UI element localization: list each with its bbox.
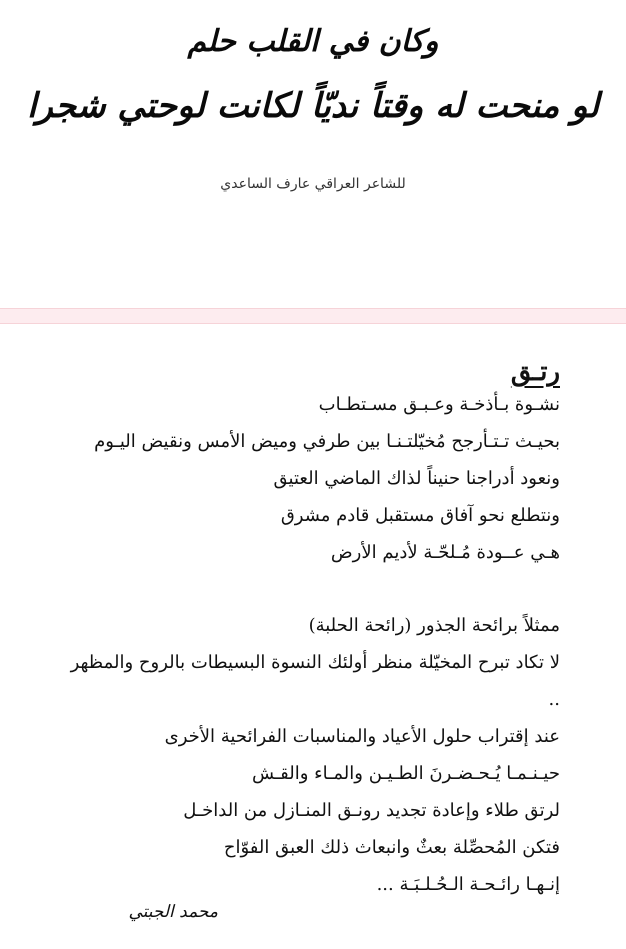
section-divider	[0, 308, 626, 324]
stanza-1	[30, 386, 560, 571]
poet-credit: للشاعر العراقي عارف الساعدي	[220, 176, 406, 192]
poem-line: ممثلاً برائحة الجذور (رائحة الحلبة)	[308, 615, 560, 636]
poem-line: فتكن المُحصِّلة بعثٌ وانبعاث ذلك العبق الفوّاح	[223, 837, 560, 858]
poem-line: لا تكاد تبرح المخيّلة منظر أولئك النسوة البسيطات بالروح والمظهر	[70, 652, 560, 673]
poem-line: ونتطلع نحو آفاق مستقبل قادم مشرق	[280, 505, 560, 526]
stanza-2	[30, 607, 560, 903]
header-panel	[0, 0, 626, 308]
poem-line: نشـوة بـأذخـة وعـبـق مسـتطـاب	[318, 394, 560, 415]
calligraphy-line-1: وكان في القلب حلم	[187, 24, 439, 59]
poem-body	[30, 340, 560, 903]
poem-line: هـي عــودة مُـلحّـة لأديم الأرض	[330, 542, 560, 563]
author-signature: محمد الجبتي	[128, 902, 218, 922]
poem-line: لرتق طلاء وإعادة تجديد رونـق المنـازل من الداخـل	[183, 800, 560, 821]
poem-line: بحيـث تـتـأرجح مُخيّلتـنـا بين طرفي وميض الأمس ونقيض اليـوم	[94, 431, 560, 452]
poem-line: إنـهـا رائـحـة الـحُـلـبَـة ...	[376, 874, 560, 895]
calligraphy-line-2: لو منحت له وقتاً نديّاً لكانت لوحتي شجرا	[26, 86, 600, 126]
poem-line: ..	[548, 689, 560, 710]
poem-line: عند إقتراب حلول الأعياد والمناسبات الفرائحية الأخرى	[164, 726, 560, 747]
poem-line: حيـنـمـا يُـحـضـرنَ الطـيـن والمـاء والقـش	[251, 763, 560, 784]
poem-title: رتـق	[510, 357, 560, 387]
poem-line: ونعود أدراجنا حنيناً لذاك الماضي العتيق	[273, 468, 560, 489]
